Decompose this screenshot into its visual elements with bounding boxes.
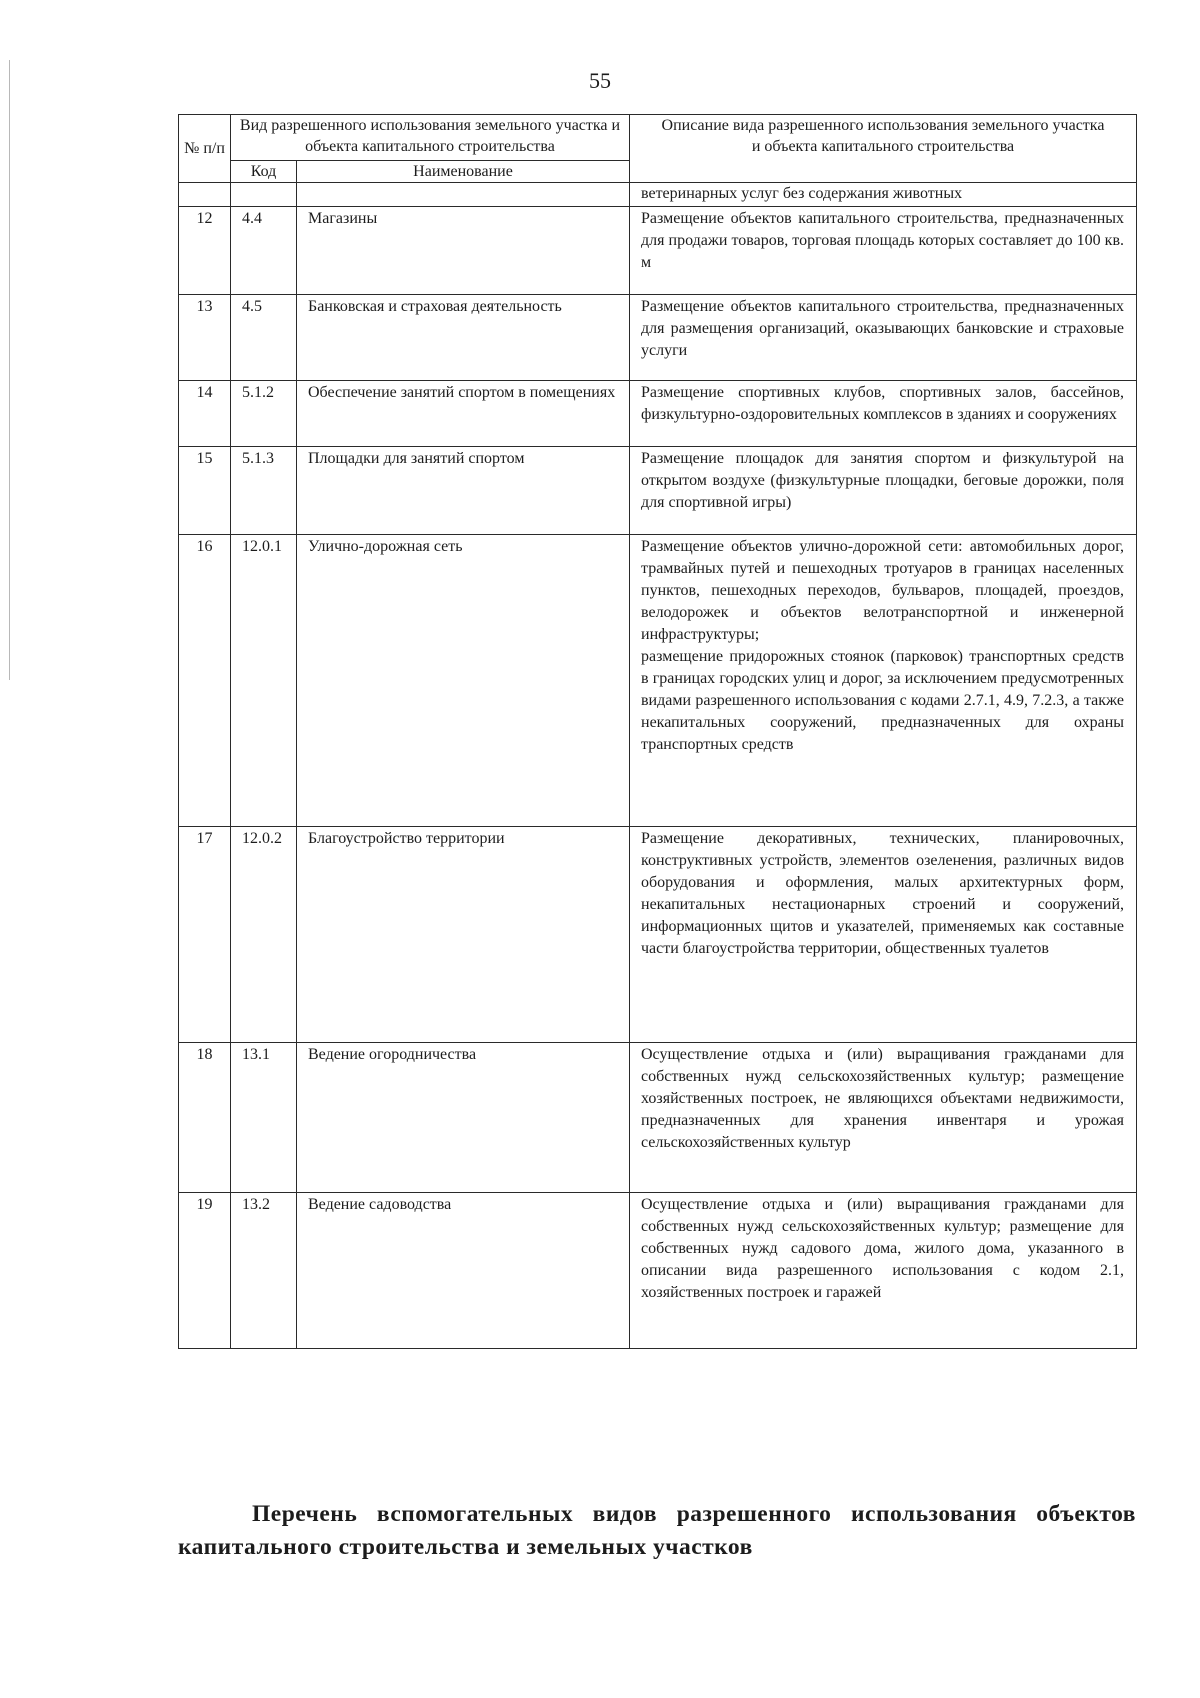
table-row [179,207,1137,295]
row-number: 18 [179,1043,231,1193]
table-row [179,295,1137,381]
description-paragraph: Размещение площадок для занятия спортом и физкультурой на открытом воздухе (физкультурные площадки, беговые дорожки, поля для спортивной игры) [641,450,1124,511]
table-row [179,381,1137,447]
row-description [630,1193,1137,1349]
table-row [179,827,1137,1043]
row-name: Благоустройство территории [297,827,630,1043]
description-paragraph: Размещение объектов капитального строительства, предназначенных для продажи товаров, торговая площадь которых составляет до 100 кв. м [641,210,1124,271]
row-code: 5.1.3 [231,447,297,535]
row-code: 4.4 [231,207,297,295]
description-paragraph: Осуществление отдыха и (или) выращивания гражданами для собственных нужд сельскохозяйственных культур; размещение для собственных нужд садового дома, жилого дома, указанного в описании вида разрешенного использования с кодом 2.1, хозяйственных построек и гаражей [641,1196,1124,1301]
row-code: 5.1.2 [231,381,297,447]
table-header [179,115,1137,183]
table-body [179,183,1137,1349]
row-code: 4.5 [231,295,297,381]
scan-margin-line [9,60,10,680]
description-paragraph: Размещение спортивных клубов, спортивных залов, бассейнов, физкультурно-оздоровительных комплексов в зданиях и сооружениях [641,384,1124,423]
header-description: Описание вида разрешенного использования земельного участка и объекта капитального строительства [630,115,1137,183]
row-number: 12 [179,207,231,295]
row-description [630,827,1137,1043]
continuation-text: ветеринарных услуг без содержания животных [630,183,1137,207]
row-code: 13.2 [231,1193,297,1349]
row-name: Ведение садоводства [297,1193,630,1349]
row-name: Площадки для занятий спортом [297,447,630,535]
description-paragraph: Размещение декоративных, технических, планировочных, конструктивных устройств, элементов озеленения, различных видов оборудования и оформления, малых архитектурных форм, некапитальных нестационарных строений и сооружений, информационных щитов и указателей, применяемых как составные части благоустройства территории, общественных туалетов [641,830,1124,957]
row-description [630,447,1137,535]
row-name: Улично-дорожная сеть [297,535,630,827]
row-number: 19 [179,1193,231,1349]
row-code: 12.0.2 [231,827,297,1043]
header-name: Наименование [297,161,630,183]
row-number: 15 [179,447,231,535]
row-number: 14 [179,381,231,447]
row-name: Ведение огородничества [297,1043,630,1193]
header-code: Код [231,161,297,183]
row-description [630,207,1137,295]
row-name: Банковская и страховая деятельность [297,295,630,381]
table-row [179,535,1137,827]
row-description [630,295,1137,381]
row-description [630,381,1137,447]
description-paragraph: Размещение объектов капитального строительства, предназначенных для размещения организаций, оказывающих банковские и страховые услуги [641,298,1124,359]
continuation-row [179,183,1137,207]
table-row [179,1193,1137,1349]
description-paragraph: Осуществление отдыха и (или) выращивания гражданами для собственных нужд сельскохозяйственных культур; размещение хозяйственных построек, не являющихся объектами недвижимости, предназначенных для хранения инвентаря и урожая сельскохозяйственных культур [641,1046,1124,1151]
header-num: № п/п [179,115,231,183]
header-group: Вид разрешенного использования земельного участка и объекта капитального строительства [231,115,630,161]
row-number: 16 [179,535,231,827]
row-name: Магазины [297,207,630,295]
section-heading: Перечень вспомогательных видов разрешенного использования объектов капитального строительства и земельных участков [178,1501,1136,1560]
table-row [179,447,1137,535]
row-description [630,1043,1137,1193]
row-code: 13.1 [231,1043,297,1193]
row-description [630,535,1137,827]
description-paragraph: Размещение объектов улично-дорожной сети: автомобильных дорог, трамвайных путей и пешеходных тротуаров в границах населенных пунктов, пешеходных переходов, бульваров, площадей, проездов, велодорожек и объектов велотранспортной и инженерной инфраструктуры; [641,538,1124,643]
description-paragraph: размещение придорожных стоянок (парковок) транспортных средств в границах городских улиц и дорог, за исключением предусмотренных видами разрешенного использования с кодами 2.7.1, 4.9, 7.2.3, а также некапитальных сооружений, предназначенных для охраны транспортных средств [641,648,1124,753]
row-name: Обеспечение занятий спортом в помещениях [297,381,630,447]
row-code: 12.0.1 [231,535,297,827]
table-row [179,1043,1137,1193]
row-number: 13 [179,295,231,381]
row-number: 17 [179,827,231,1043]
page-number: 55 [589,68,611,93]
land-use-table [178,114,1137,1349]
